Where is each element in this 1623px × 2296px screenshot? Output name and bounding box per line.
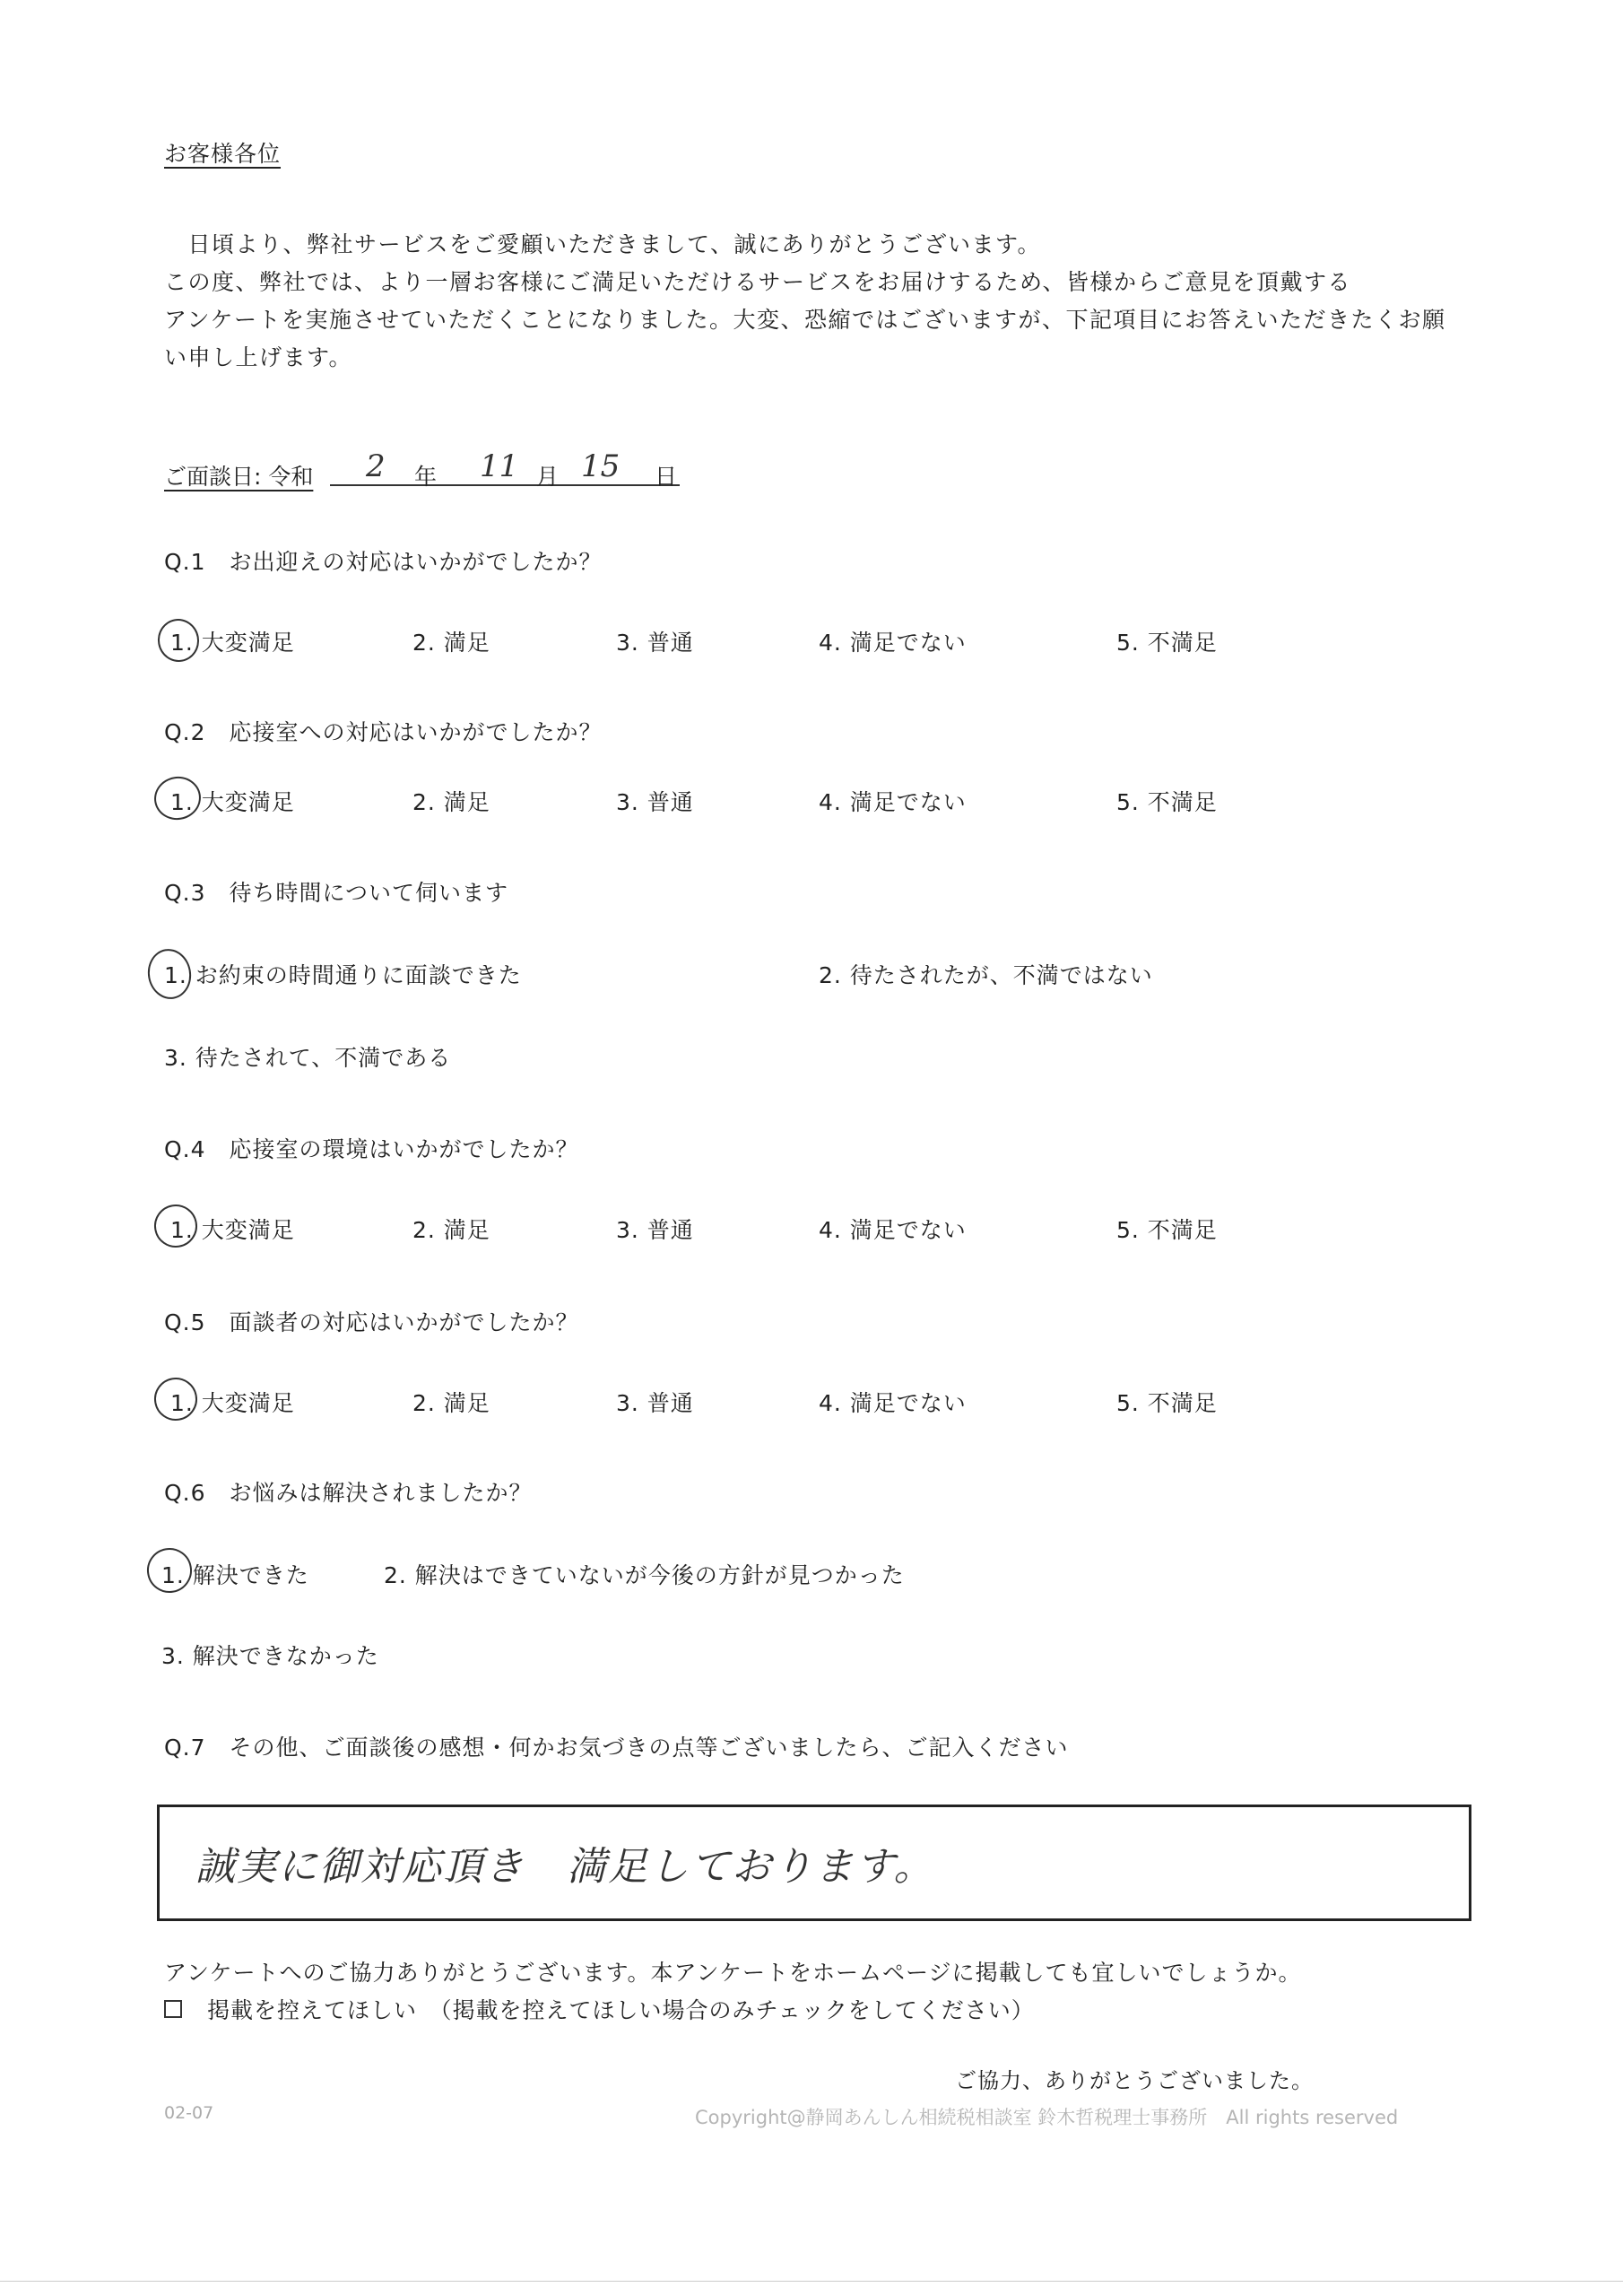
q1-option-2[interactable]: 2. 満足	[412, 630, 490, 656]
q2-option-2[interactable]: 2. 満足	[412, 789, 490, 815]
date-underline	[330, 484, 680, 486]
question-2: Q.2 応接室への対応はいかがでしたか？	[164, 719, 603, 745]
document-number: 02-07	[164, 2103, 214, 2123]
q6-option-2[interactable]: 2. 解決はできていないが今後の方針が見つかった	[384, 1562, 905, 1588]
date-year-handwritten[interactable]: 2	[366, 448, 386, 484]
intro-line-4: い申し上げます。	[164, 344, 353, 370]
q1-selected-circle	[154, 615, 203, 665]
q2-option-4[interactable]: 4. 満足でない	[819, 789, 967, 815]
bottom-rule	[0, 2281, 1623, 2282]
publish-consent-row	[164, 1993, 1035, 2025]
q1-option-1[interactable]: 1. 大変満足	[170, 630, 295, 656]
copyright-notice: Copyright@静岡あんしん相続税相談室 鈴木哲税理士事務所 All rights reserved	[695, 2107, 1399, 2128]
intro-line-2: この度、弊社では、より一層お客様にご満足いただけるサービスをお届けするため、皆様からご意見を頂戴する	[164, 269, 1352, 295]
no-publish-checkbox[interactable]	[164, 2000, 182, 2018]
question-7: Q.7 その他、ご面談後の感想・何かお気づきの点等ございましたら、ご記入ください	[164, 1735, 1069, 1761]
publish-consent-question: アンケートへのご協力ありがとうございます。本アンケートをホームページに掲載しても宜しいでしょうか。	[164, 1960, 1302, 1986]
date-label: ご面談日: 令和	[164, 464, 314, 490]
q4-option-2[interactable]: 2. 満足	[412, 1217, 490, 1243]
q3-selected-circle	[144, 945, 195, 1002]
q5-option-4[interactable]: 4. 満足でない	[819, 1390, 967, 1416]
q1-option-3[interactable]: 3. 普通	[616, 630, 694, 656]
question-1: Q.1 お出迎えの対応はいかがでしたか？	[164, 549, 603, 575]
question-3: Q.3 待ち時間について伺います	[164, 880, 509, 906]
thanks-message: ご協力、ありがとうございました。	[955, 2068, 1314, 2093]
question-5: Q.5 面談者の対応はいかがでしたか？	[164, 1309, 579, 1335]
question-4: Q.4 応接室の環境はいかがでしたか？	[164, 1136, 579, 1162]
question-6: Q.6 お悩みは解決されましたか？	[164, 1480, 533, 1506]
q1-option-4[interactable]: 4. 満足でない	[819, 630, 967, 656]
q4-option-1[interactable]: 1. 大変満足	[170, 1217, 295, 1243]
q5-option-2[interactable]: 2. 満足	[412, 1390, 490, 1416]
q4-option-5[interactable]: 5. 不満足	[1116, 1217, 1218, 1243]
no-publish-label: 掲載を控えてほしい （掲載を控えてほしい場合のみチェックをしてください）	[207, 1997, 1035, 2023]
q1-option-5[interactable]: 5. 不満足	[1116, 630, 1218, 656]
q3-option-2[interactable]: 2. 待たされたが、不満ではない	[819, 962, 1153, 988]
intro-line-1: 日頃より、弊社サービスをご愛顧いただきまして、誠にありがとうございます。	[164, 231, 1042, 257]
interview-date-row	[164, 459, 313, 491]
date-day-handwritten[interactable]: 15	[581, 448, 621, 484]
q3-option-1[interactable]: 1. お約束の時間通りに面談できた	[164, 962, 522, 988]
q5-option-5[interactable]: 5. 不満足	[1116, 1390, 1218, 1416]
date-day-unit: 日	[655, 464, 679, 490]
q4-option-4[interactable]: 4. 満足でない	[819, 1217, 967, 1243]
date-month-handwritten[interactable]: 11	[480, 448, 519, 484]
q2-option-5[interactable]: 5. 不満足	[1116, 789, 1218, 815]
q2-option-3[interactable]: 3. 普通	[616, 789, 694, 815]
q3-option-3[interactable]: 3. 待たされて、不満である	[164, 1045, 452, 1071]
q5-option-1[interactable]: 1. 大変満足	[170, 1390, 295, 1416]
q4-option-3[interactable]: 3. 普通	[616, 1217, 694, 1243]
comment-handwritten: 誠実に御対応頂き 満足しております。	[195, 1844, 935, 1890]
comment-box[interactable]	[157, 1805, 1471, 1921]
intro-line-3: アンケートを実施させていただくことになりました。大変、恐縮ではございますが、下記項目にお答えいただきたくお願	[164, 307, 1446, 333]
q5-option-3[interactable]: 3. 普通	[616, 1390, 694, 1416]
q6-option-1[interactable]: 1. 解決できた	[161, 1562, 309, 1588]
date-year-unit: 年	[414, 464, 438, 490]
date-month-unit: 月	[536, 464, 560, 490]
salutation: お客様各位	[164, 141, 282, 167]
q2-option-1[interactable]: 1. 大変満足	[170, 789, 295, 815]
q6-option-3[interactable]: 3. 解決できなかった	[161, 1643, 379, 1669]
